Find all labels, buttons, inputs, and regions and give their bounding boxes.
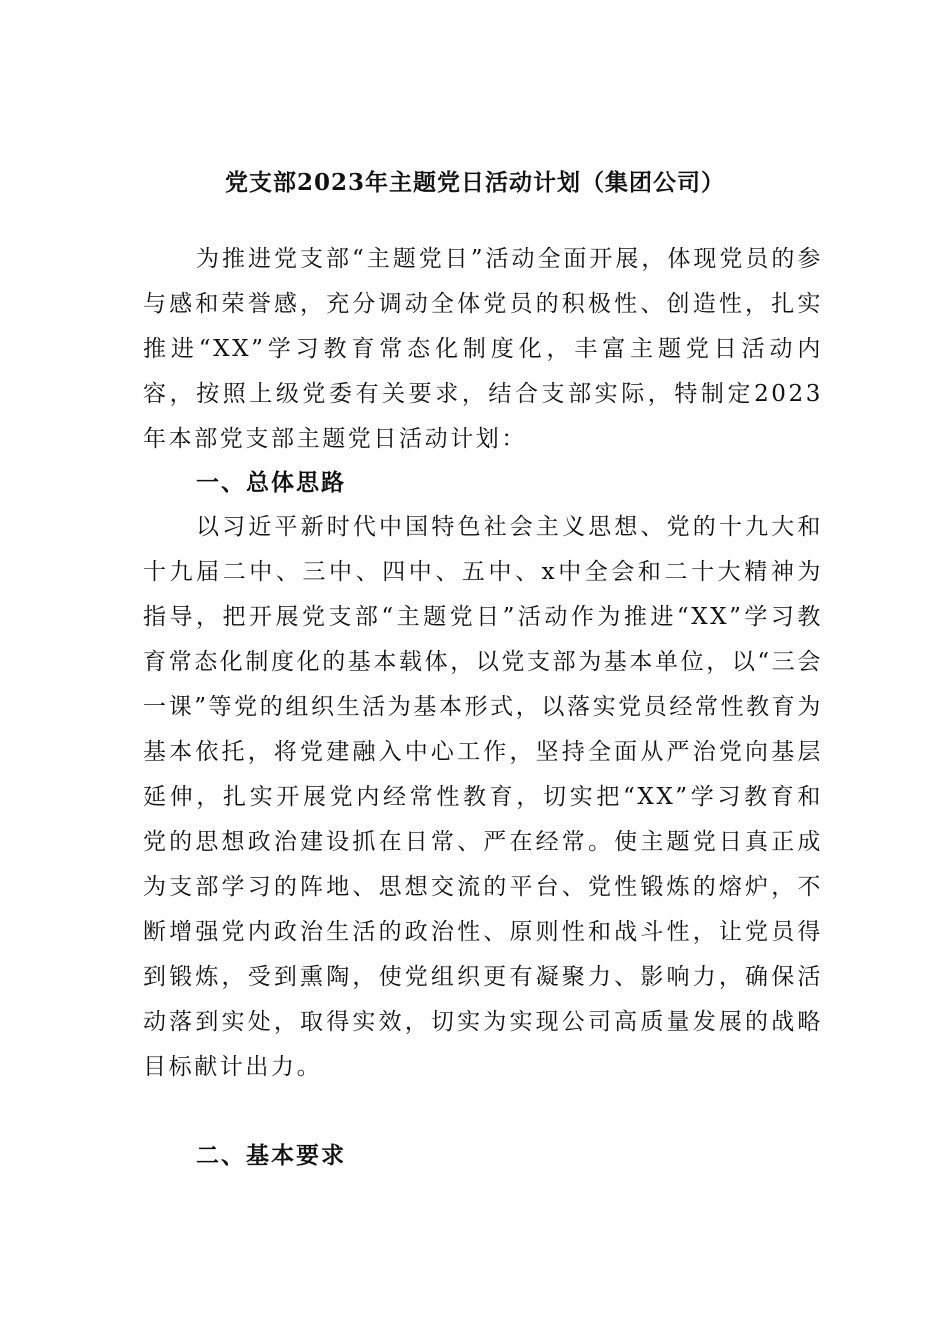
document-title: 党支部2023年主题党日活动计划（集团公司）: [224, 169, 725, 196]
section-body-overall-approach: 以习近平新时代中国特色社会主义思想、党的十九大和十九届二中、三中、四中、五中、x中全会和二十大精神为指导，把开展党支部“主题党日”活动作为推进“XX”学习教育常态化制度化的基本载体，以党支部为基本单位，以“三会一课”等党的组织生活为基本形式，以落实党员经常性教育为基本依托，将党建融入中心工作，坚持全面从严治党向基层延伸，扎实开展党内经常性教育，切实把“XX”学习教育和党的思想政治建设抓在日常、严在经常。使主题党日真正成为支部学习的阵地、思想交流的平台、党性锻炼的熔炉，不断增强党内政治生活的政治性、原则性和战斗性，让党员得到锻炼，受到熏陶，使党组织更有凝聚力、影响力，确保活动落到实处，取得实效，切实为实现公司高质量发展的战略目标献计出力。: [143, 514, 823, 1080]
section-heading-overall-approach: 一、总体思路: [196, 469, 346, 496]
intro-paragraph: 为推进党支部“主题党日”活动全面开展，体现党员的参与感和荣誉感，充分调动全体党员的积极性、创造性，扎实推进“XX”学习教育常态化制度化，丰富主题党日活动内容，按照上级党委有关要求，结合支部实际，特制定2023年本部党支部主题党日活动计划：: [143, 246, 823, 452]
section-heading-basic-requirements: 二、基本要求: [196, 1142, 346, 1169]
